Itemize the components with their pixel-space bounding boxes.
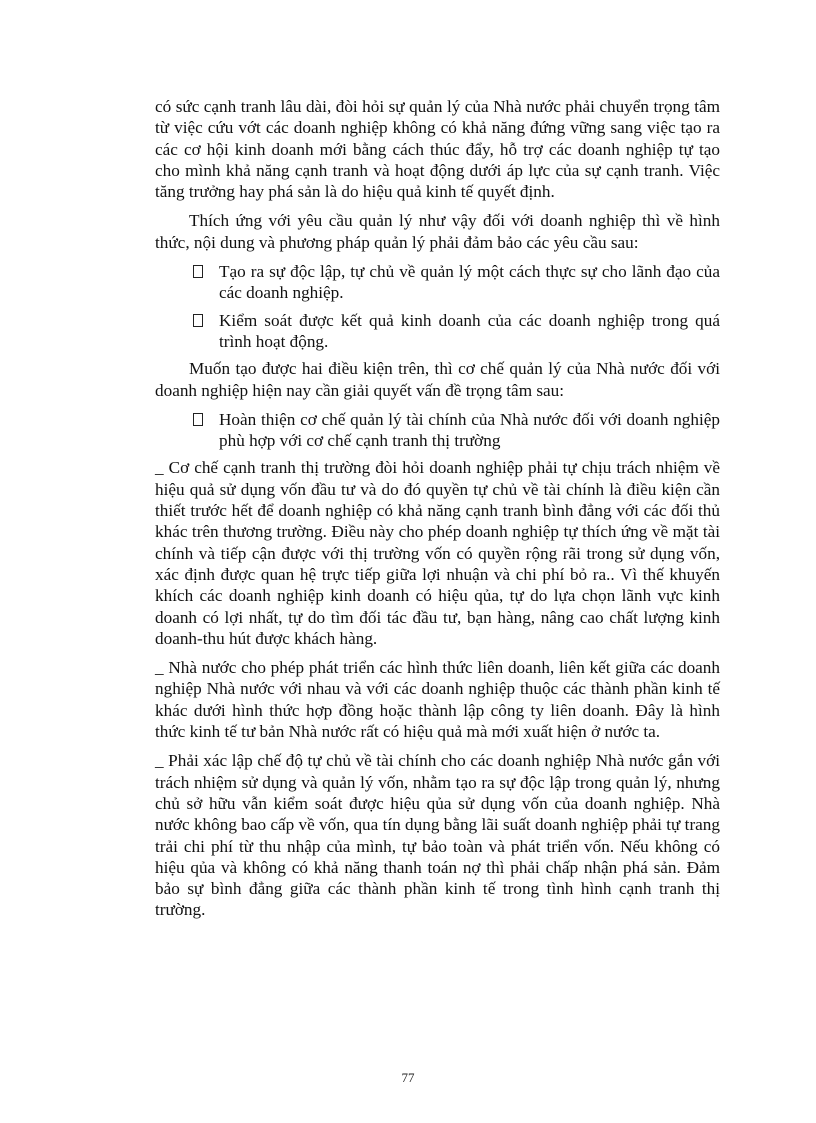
bullet-text: Hoàn thiện cơ chế quản lý tài chính của Nhà nước đối với doanh nghiệp phù hợp với cơ chế cạnh tranh thị trường	[219, 409, 720, 451]
checkbox-icon	[193, 265, 203, 278]
paragraph: có sức cạnh tranh lâu dài, đòi hỏi sự quản lý của Nhà nước phải chuyển trọng tâm từ việc cứu vớt các doanh nghiệp không có khả năng đứng vững sang việc tạo ra các cơ hội kinh doanh mới bằng cách thúc đẩy, hỗ trợ các doanh nghiệp tự tạo cho mình khả năng cạnh tranh và hoạt động dưới áp lực của sự cạnh tranh. Việc tăng trưởng hay phá sản là do hiệu quả kinh tế quyết định.	[155, 97, 720, 202]
checkbox-icon	[193, 413, 203, 426]
bullet-item	[155, 409, 720, 452]
bullet-text: Tạo ra sự độc lập, tự chủ về quản lý một cách thực sự cho lãnh đạo của các doanh nghiệp.	[219, 262, 720, 303]
paragraph: _ Phải xác lập chế độ tự chủ về tài chính cho các doanh nghiệp Nhà nước gắn với trách nhiệm sử dụng và quản lý vốn, nhằm tạo ra sự độc lập trong quản lý, nhưng chủ sở hữu vẫn kiểm soát được hiệu qủa sử dụng vốn của doanh nghiệp. Nhà nước không bao cấp về vốn, qua tín dụng bằng lãi suất doanh nghiệp phải tự trang trải chi phí từ thu nhập của mình, tự bảo toàn và phát triển vốn. Nếu không có hiệu qủa và không có khả năng thanh toán nợ thì phải chấp nhận phá sản. Đảm bảo sự bình đẳng giữa các thành phần kinh tế trong tình hình cạnh tranh thị trường.	[155, 751, 720, 920]
bullet-item	[155, 310, 720, 353]
paragraph: Muốn tạo được hai điều kiện trên, thì cơ chế quản lý của Nhà nước đối với doanh nghiệp hiện nay cần giải quyết vấn đề trọng tâm sau:	[155, 359, 720, 400]
paragraph: _ Nhà nước cho phép phát triển các hình thức liên doanh, liên kết giữa các doanh nghiệp Nhà nước với nhau và với các doanh nghiệp thuộc các thành phần kinh tế khác dưới hình thức hợp đồng hoặc thành lập công ty liên doanh. Đây là hình thức kinh tế tư bản Nhà nước rất có hiệu quả mà mới xuất hiện ở nước ta.	[155, 658, 720, 742]
checkbox-icon	[193, 314, 203, 327]
page-number: 77	[401, 1070, 415, 1085]
document-body	[155, 96, 720, 929]
bullet-text: Kiểm soát được kết quả kinh doanh của các doanh nghiệp trong quá trình hoạt động.	[219, 310, 720, 351]
paragraph: Thích ứng với yêu cầu quản lý như vậy đối với doanh nghiệp thì về hình thức, nội dung và phương pháp quản lý phải đảm bảo các yêu cầu sau:	[155, 211, 720, 252]
bullet-item	[155, 261, 720, 304]
paragraph: _ Cơ chế cạnh tranh thị trường đòi hỏi doanh nghiệp phải tự chịu trách nhiệm về hiệu quả sử dụng vốn đầu tư và do đó quyền tự chủ về tài chính là điều kiện cần thiết trước hết để doanh nghiệp có khả năng cạnh tranh bình đẳng với các đối thủ khác trên thương trường. Điều này cho phép doanh nghiệp tự thích ứng về mặt tài chính và tiếp cận được với thị trường vốn có quyền rộng rãi trong sử dụng vốn, xác định được quan hệ trực tiếp giữa lợi nhuận và chi phí bỏ ra.. Vì thế khuyến khích các doanh nghiệp kinh doanh có hiệu qủa, tự do lựa chọn lãnh vực kinh doanh có lợi nhất, tự do tìm đối tác đầu tư, bạn hàng, nâng cao chất lượng kinh doanh-thu hút được khách hàng.	[155, 458, 720, 648]
